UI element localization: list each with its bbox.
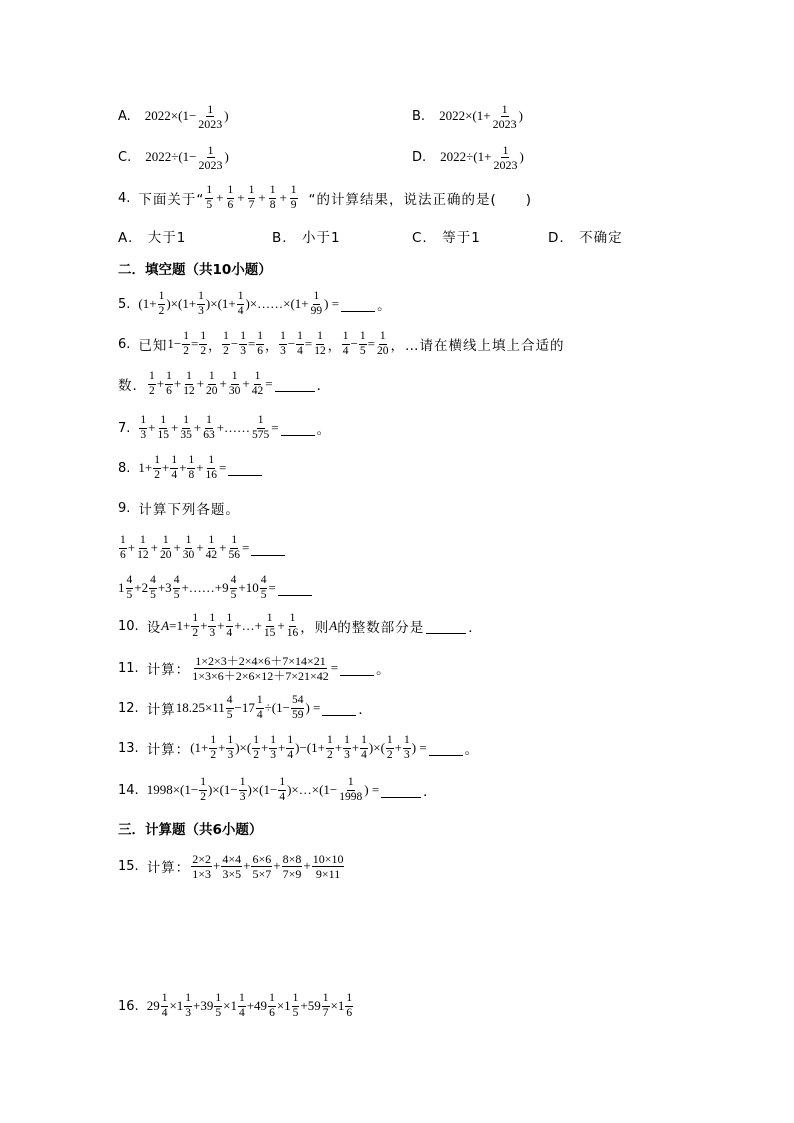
punctuation: ． [423,784,438,800]
question-text: “的计算结果，说法正确的是( ) [308,192,533,208]
question-7: 7. $\frac{1}{3}$ + $\frac{1}{15}$ + $\frac{1}{35}$ + $\frac{1}{63}$ + …… $\frac{1}{575}$ = 。 [118,414,332,441]
option-text: D. 不确定 [548,230,623,246]
question-number: 12. [118,700,139,716]
question-5: 5. (1+ $\frac{1}{2}$ )×(1+ $\frac{1}{3}$ )×(1+ $\frac{1}{4}$ )×……×(1+ $\frac{1}{99}$ ) = 。 [118,290,392,317]
question-4: 4. 下面关于“ $\frac{1}{5}$ + $\frac{1}{6}$ + $\frac{1}{7}$ + $\frac{1}{8}$ + $\frac{1}{9}$ “的计算结果，说法正确的是( ) [118,184,533,211]
question-text: 数． [118,378,147,394]
answer-blank[interactable] [426,619,466,634]
question-number: 10. [118,618,139,634]
question-number: 7. [118,420,131,436]
denominator: 2023 [492,116,517,131]
answer-blank[interactable] [275,377,315,392]
question-9-part2: 1 $\frac{4}{5}$ +2 $\frac{4}{5}$ +3 $\frac{4}{5}$ + …… +9 $\frac{4}{5}$ +10 $\frac{4}{5}$ = [118,568,314,608]
numerator: 1×2×3＋2×4×6＋7×14×21 [195,653,326,668]
answer-blank[interactable] [340,661,374,676]
section-2-heading [118,248,272,288]
question-number: 14. [118,782,139,798]
expr: 2022÷(1+ [440,149,492,164]
option-text: A. 大于1 [118,230,187,246]
question-text: ，则 [300,620,330,636]
question-12: 12. 计算 18.25×11 $\frac{4}{5}$ −17 $\frac{1}{4}$ ÷(1− $\frac{54}{59}$ ) = ． [118,694,373,721]
section-3-heading [118,808,262,848]
option-label: A. [118,108,131,124]
denominator: 2023 [493,157,518,172]
question-number: 13. [118,740,139,756]
question-number: 11. [118,660,139,676]
q4-option-b [272,216,341,256]
question-text: 设 [146,620,162,636]
expr: ) [224,149,229,164]
option-label: C. [118,149,132,165]
question-text: 的整数部分是 [337,620,425,636]
question-9-part1: $\frac{1}{6}$ + $\frac{1}{12}$ + $\frac{1}{20}$ + $\frac{1}{30}$ + $\frac{1}{42}$ + $\frac{1}{56}$ = [118,528,287,568]
q3-option-b [412,96,523,136]
question-16: 16. 29 $\frac{1}{4}$ ×1 $\frac{1}{3}$ +39 $\frac{1}{5}$ ×1 $\frac{1}{4}$ +49 $\frac{1}{6}$ ×1 $\frac{1}{5}$ +59 $\frac{1}{7}$ ×1 $\frac{1}{6}$ [118,992,353,1019]
option-text: B. 小于1 [272,230,341,246]
question-6-line2: 数． $\frac{1}{2}$ + $\frac{1}{6}$ + $\frac{1}{12}$ + $\frac{1}{20}$ + $\frac{1}{30}$ + $\frac{1}{42}$ = ． [118,370,332,397]
answer-blank[interactable] [322,701,356,716]
expr: ) [518,108,523,123]
answer-blank[interactable] [251,541,285,556]
punctuation: 。 [316,422,332,438]
variable: A [161,618,170,633]
question-text: 计算下列各题。 [138,502,240,518]
question-number: 6. [118,336,131,352]
question-number: 16. [118,998,139,1014]
question-number: 9. [118,500,131,516]
question-text: 计算： [146,860,191,876]
ellipsis: …… [224,420,251,435]
answer-blank[interactable] [278,581,312,596]
question-text: 计算： [146,662,191,678]
question-number: 8. [118,460,131,476]
question-10: 10. 设 A =1+ $\frac{1}{2}$ + $\frac{1}{3}$ + $\frac{1}{4}$ +…+ $\frac{1}{15}$ + $\frac{1}{16}$ ，则 A 的整数部分是 ． [118,612,483,639]
question-number: 15. [118,858,139,874]
question-15: 15. 计算： $\frac{2\times 2}{1\times 3}$ + $\frac{4\times 4}{3\times 5}$ + $\frac{6\times 6}{5\times 7}$ + $\frac{8\times 8}{7\times 9}$ + $\frac{10\times 10}{9\times 11}$ [118,851,344,881]
question-13: 13. 计算： (1+ $\frac{1}{2}$ + $\frac{1}{3}$ )×( $\frac{1}{2}$ + $\frac{1}{3}$ + $\frac{1}{4}$ )−(1+ $\frac{1}{2}$ + $\frac{1}{3}$ + $\frac{1}{4}$ )×( $\frac{1}{2}$ + $\frac{1}{3}$ ) = 。 [118,734,480,761]
question-9 [118,488,240,528]
numerator: 1 [207,142,214,157]
question-text: 下面关于“ [138,192,205,208]
option-label: B. [412,108,426,124]
answer-blank[interactable] [228,461,262,476]
question-6: 6. 已知 1− $\frac{1}{2}$ = $\frac{1}{2}$ ， $\frac{1}{2}$ − $\frac{1}{3}$ = $\frac{1}{6}$ ， $\frac{1}{3}$ − $\frac{1}{4}$ = $\frac{1}{12}$ ， $\frac{1}{4}$ − $\frac{1}{5}$ = $\frac{1}{20}$ ，…请在横线上填上合适的 [118,330,565,357]
punctuation: 。 [376,662,391,678]
question-number: 5. [118,296,131,312]
denominator: 2023 [198,157,223,172]
punctuation: 。 [464,742,480,758]
question-11: 11. 计算： $\frac{1\times 2\times 3+2\times 4\times 6+7\times 14\times 21}{1\times 3\times 6+2\times 6\times 12+7\times 21\times 42}$ = 。 [118,653,391,683]
q3-option-d [412,137,524,177]
answer-blank[interactable] [429,741,463,756]
expr: 2022÷(1− [145,149,197,164]
section-title: 三．计算题（共6小题） [118,822,263,838]
variable: A [329,618,338,633]
punctuation: ． [468,620,483,636]
numerator: 1 [207,101,214,116]
punctuation: 。 [377,298,392,314]
expr: ) [224,108,229,123]
denominator: 1×3×6＋2×6×12＋7×21×42 [192,668,329,683]
answer-blank[interactable] [341,297,375,312]
expr: 2022×(1+ [439,108,491,123]
q4-option-c [412,216,481,256]
numerator: 1 [502,142,509,157]
punctuation: ． [316,378,332,394]
question-text: 计算： [146,742,191,758]
ellipsis: …… [188,580,215,595]
question-number: 4. [118,190,131,206]
q3-option-a [118,96,229,136]
question-text: ，…请在横线上填上合适的 [390,338,565,354]
q3-option-c [118,137,229,177]
option-label: D. [412,149,427,165]
expr: 2022×(1− [144,108,197,123]
punctuation: ． [358,702,373,718]
question-8: 8. 1+ $\frac{1}{2}$ + $\frac{1}{4}$ + $\frac{1}{8}$ + $\frac{1}{16}$ = [118,448,264,488]
option-text: C. 等于1 [412,230,481,246]
question-14: 14. 1998×(1− $\frac{1}{2}$ )×(1− $\frac{1}{3}$ )×(1− $\frac{1}{4}$ )×…×(1− $\frac{1}{1998}$ ) = ． [118,776,438,803]
denominator: 2023 [198,116,223,131]
q4-option-d [548,216,623,256]
question-text: 已知 [138,338,168,354]
numerator: 1 [501,101,508,116]
question-text: 计算 [146,702,176,718]
expr: ) [519,149,524,164]
answer-blank[interactable] [281,421,315,436]
section-title: 二．填空题（共10小题） [118,262,272,278]
answer-blank[interactable] [381,783,421,798]
